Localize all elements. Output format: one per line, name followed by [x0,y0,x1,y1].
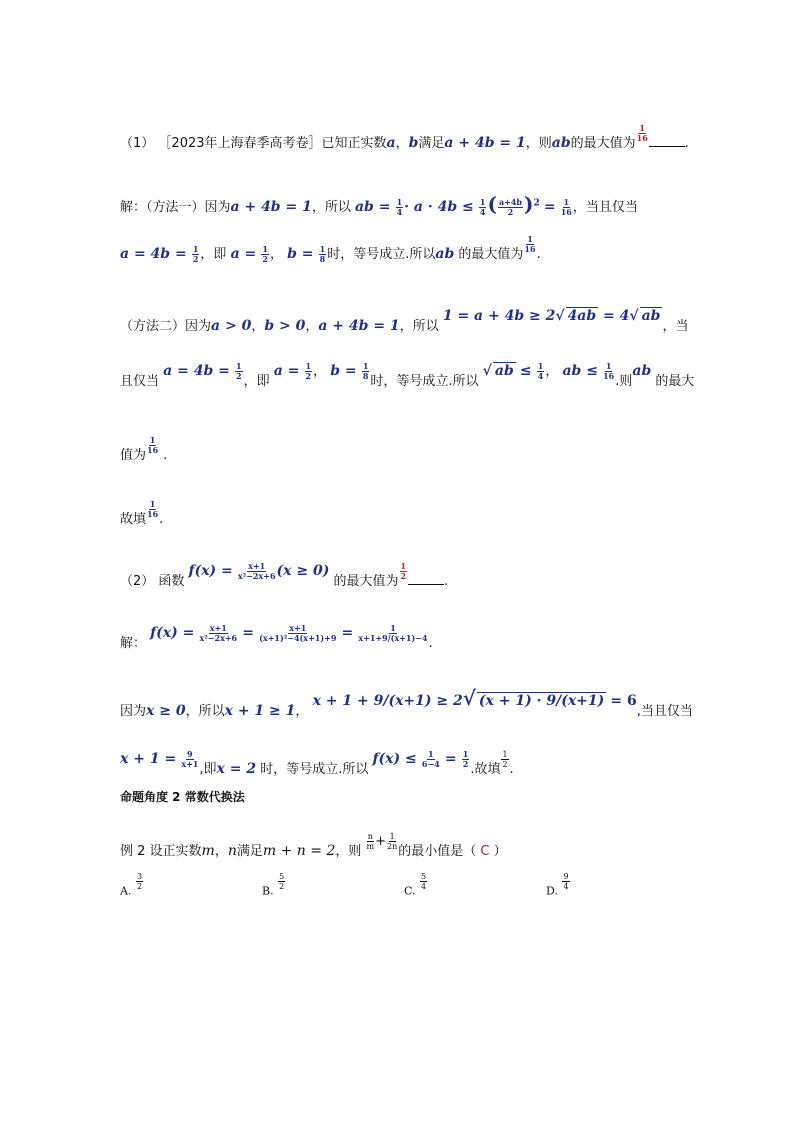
den: 6−4 [421,759,440,769]
solution-line-4: 且仅当 a = 4b = $\frac{1}{2}$ ，即 a = $\frac{1}{2}$ ， b = $\frac{1}{8}$ 时，等号成立.所以 √ ab ≤ $\frac{1}{4}$ ， ab ≤ $\frac{1}{16}$ .则ab 的最大 [120,361,695,389]
section-heading: 命题角度 2 常数代换法 [120,790,245,804]
den: 2 [400,571,407,581]
fraction [235,362,243,381]
var-n: n [227,843,237,859]
solution-2-line-2 [120,686,693,720]
den: 2 [136,882,143,891]
den: (x+1)²−4(x+1)+9 [259,633,337,643]
text: 故填 [120,512,147,527]
var-b: b [408,135,419,151]
end: . [428,636,433,651]
fraction [367,832,375,851]
den: 2 [192,254,199,264]
condition: m + n = 2 [262,843,336,859]
expr: a = [230,246,257,262]
num: 1 [362,361,369,371]
text: 时，等号成立.所以 [327,247,436,262]
text: 满足 [418,136,445,151]
equals: = [242,625,254,641]
ineq: x + 1 + 9/(x+1) ≥ 2 [312,693,463,709]
end: . [159,512,164,527]
expr: b = [287,246,314,262]
num: x+1 [209,623,227,633]
text: 时，等号成立.所以 [370,374,479,389]
end: . [444,574,449,589]
fraction [422,750,440,769]
num: x+1 [248,561,266,571]
option-label: A. [120,884,132,898]
den: 2 [262,254,268,264]
option-c[interactable] [404,872,428,901]
fill-answer-1 [120,499,164,529]
num: n [367,832,373,841]
text: ，当且仅当 [572,200,638,215]
equals: = [444,751,457,767]
den: 16 [560,207,572,217]
num: 1 [396,197,403,207]
fraction [192,245,200,264]
fraction [261,245,269,264]
expr: x = 2 [216,761,257,777]
den: 4 [537,371,544,381]
num: 1 [235,361,242,371]
num: 5 [421,872,427,881]
den: 2 [507,207,514,217]
num: 1 [262,244,268,254]
num: 9 [563,872,569,881]
answer-fraction [400,562,408,581]
fraction [319,245,327,264]
expr: ab = [354,199,391,215]
expr: b = [330,363,357,379]
text: 的最大值为 [458,247,524,262]
num: 1 [563,197,570,207]
den: 2 [502,760,508,769]
solution-line-3: （方法二）因为a > 0，b > 0，a + 4b = 1，所以 1 = a + 4b ≥ 2√ 4ab = 4√ ab，当 [120,308,689,334]
num: 1 [389,832,395,841]
fraction [305,362,313,381]
text: ，所以 [399,319,439,334]
paren: ( [487,192,497,216]
text: ,即 [199,762,217,777]
text: 时，等号成立.所以 [260,762,369,777]
text: ，即 [200,247,227,262]
ineq-left: 1 = a + 4b ≥ 2 [442,308,556,324]
num: 9 [187,749,193,759]
fraction [501,750,508,769]
cond: a + 4b = 1 [318,318,400,334]
problem-source: ［2023年上海春季高考卷］已知正实数 [158,136,387,151]
num: 1 [192,244,199,254]
expr-ab: ab [632,363,652,379]
fraction [200,624,238,643]
text: ,当且仅当 [636,704,693,719]
label: 解： [120,636,147,651]
den: 4 [421,882,427,891]
den: 16 [147,509,159,519]
end: . [536,247,541,262]
radicand: ab [494,363,514,379]
option-label: C. [404,884,416,898]
num: 1 [639,123,645,133]
fraction [561,198,572,217]
option-label: B. [262,884,274,898]
fraction [259,624,336,643]
le: ≤ [519,363,532,379]
text: ） [493,844,507,859]
expr-ab: ab [551,135,571,151]
den: 8 [362,371,369,381]
fraction [524,235,535,254]
cond: a > 0 [211,318,252,334]
num: 1 [305,361,312,371]
fraction [498,198,523,217]
equals: = [543,199,556,215]
text: ， [295,704,309,719]
option-b[interactable] [262,872,286,901]
option-d[interactable] [546,872,571,901]
text: 例 2 设正实数 [120,844,202,859]
expr: a = [273,363,300,379]
den: x+1+9/(x+1)−4 [358,633,428,643]
fraction [358,624,427,643]
eq: = 4 [603,308,630,324]
plus: + [375,834,387,849]
expr: f(x) ≤ [372,751,417,767]
text: ，即 [243,374,270,389]
num: 1 [428,749,434,759]
den: 8 [319,254,326,264]
num: 5 [279,872,285,881]
den: 2 [279,882,285,891]
fraction [479,198,487,217]
fraction [278,872,285,891]
problem-2 [120,561,449,591]
den: 4 [479,207,486,217]
expr: x + 1 = [120,751,177,767]
example-2 [120,832,507,861]
num: 1 [527,234,533,244]
ineq [443,308,663,324]
expr: f(x) = [188,563,233,579]
paren: ) [523,192,534,216]
answer-letter: C [480,844,490,859]
text: 因为 [120,704,147,719]
condition: a + 4b = 1 [230,199,312,215]
expr: a = 4b = [120,246,187,262]
radicand: ab [641,308,661,324]
problem-number: （2） 函数 [120,574,185,589]
den: 16 [524,244,536,254]
den: 2 [462,759,469,769]
var-a: a [386,135,396,151]
num: 1 [149,435,156,445]
num: 1 [605,361,612,371]
sqrt-sign: √ [482,363,492,379]
text: 满足 [236,844,263,859]
num: 1 [400,561,407,571]
cond: x + 1 ≥ 1 [224,703,296,719]
sqrt-sign: √ [462,686,476,710]
text: .故填 [470,762,501,777]
fraction [181,750,198,769]
den: x²−2x+6 [237,571,276,581]
equals: = [341,625,354,641]
num: 1 [319,244,326,254]
solution-2-line-3 [120,749,514,779]
answer-blank [649,136,685,147]
fraction [147,500,158,519]
solution-line-5 [120,435,168,465]
expr: ab ≤ [562,363,598,379]
text: ，所以 [185,704,225,719]
num: 1 [390,623,396,633]
num: 1 [462,749,469,759]
answer-blank [408,574,444,585]
text: ，当 [662,319,689,334]
label: （方法二）因为 [120,319,212,334]
den: 16 [147,445,159,455]
solution-line-2 [120,234,541,264]
option-a[interactable] [120,872,144,901]
num: x+1 [289,623,307,633]
var-m: m [201,843,215,859]
radicand: 4ab [567,308,597,324]
num: 1 [149,499,156,509]
fraction [238,562,276,581]
text: ，则 [335,844,362,859]
num: 3 [136,872,143,881]
fraction [147,436,158,455]
text: .则 [615,374,633,389]
sqrt-sign: √ [629,308,639,324]
radicand: (x + 1) · 9/(x+1) [478,693,605,709]
fraction [362,362,370,381]
label: 解：（方法一）因为 [120,200,231,215]
text: 的最大值为 [333,574,399,589]
fraction [387,832,397,851]
end: . [509,762,514,777]
condition: a + 4b = 1 [444,135,526,151]
problem-number: （1） [120,136,155,151]
text: ，所以 [311,200,351,215]
fraction [462,750,470,769]
answer-fraction [637,124,648,143]
den: x²−2x+6 [199,633,238,643]
fraction [537,362,545,381]
den: 2 [235,371,242,381]
end: . [684,136,689,151]
num: 1 [502,750,508,759]
sqrt-sign: √ [555,308,565,324]
den: 2n [387,842,398,851]
den: m [366,842,375,851]
result: = 6 [610,693,637,709]
text: 的最大值为 [570,136,636,151]
fraction [136,872,143,891]
text: ，则 [525,136,552,151]
problem-1 [120,123,689,153]
fraction [420,872,427,891]
cond: b > 0 [264,318,306,334]
den: x+1 [181,759,199,769]
expr: · a · 4b ≤ [404,199,474,215]
solution-line-1 [120,192,638,217]
den: 2 [305,371,312,381]
expr: a = 4b = [163,363,230,379]
fraction [603,362,614,381]
cond: x ≥ 0 [146,703,186,719]
solution-2-line-1 [120,623,433,653]
den: 4 [563,882,569,891]
text: 且仅当 [120,374,160,389]
sep: ， [214,844,228,859]
text: 的最小值是（ [398,844,477,859]
sep: ， [395,136,409,151]
exponent: 2 [533,198,540,209]
expr: f(x) = [150,625,195,641]
option-label: D. [546,884,558,898]
text: 值为 [120,448,147,463]
end: . [163,448,168,463]
num: a+4b [498,197,522,207]
den: 4 [396,207,403,217]
fraction [562,872,569,891]
num: 1 [537,361,544,371]
cond: (x ≥ 0) [276,563,330,579]
den: 16 [636,133,648,143]
expr-ab: ab [435,246,455,262]
text: 的最大 [655,374,695,389]
den: 16 [603,371,615,381]
fraction [396,198,404,217]
text: ， [269,247,283,262]
num: 1 [479,197,486,207]
